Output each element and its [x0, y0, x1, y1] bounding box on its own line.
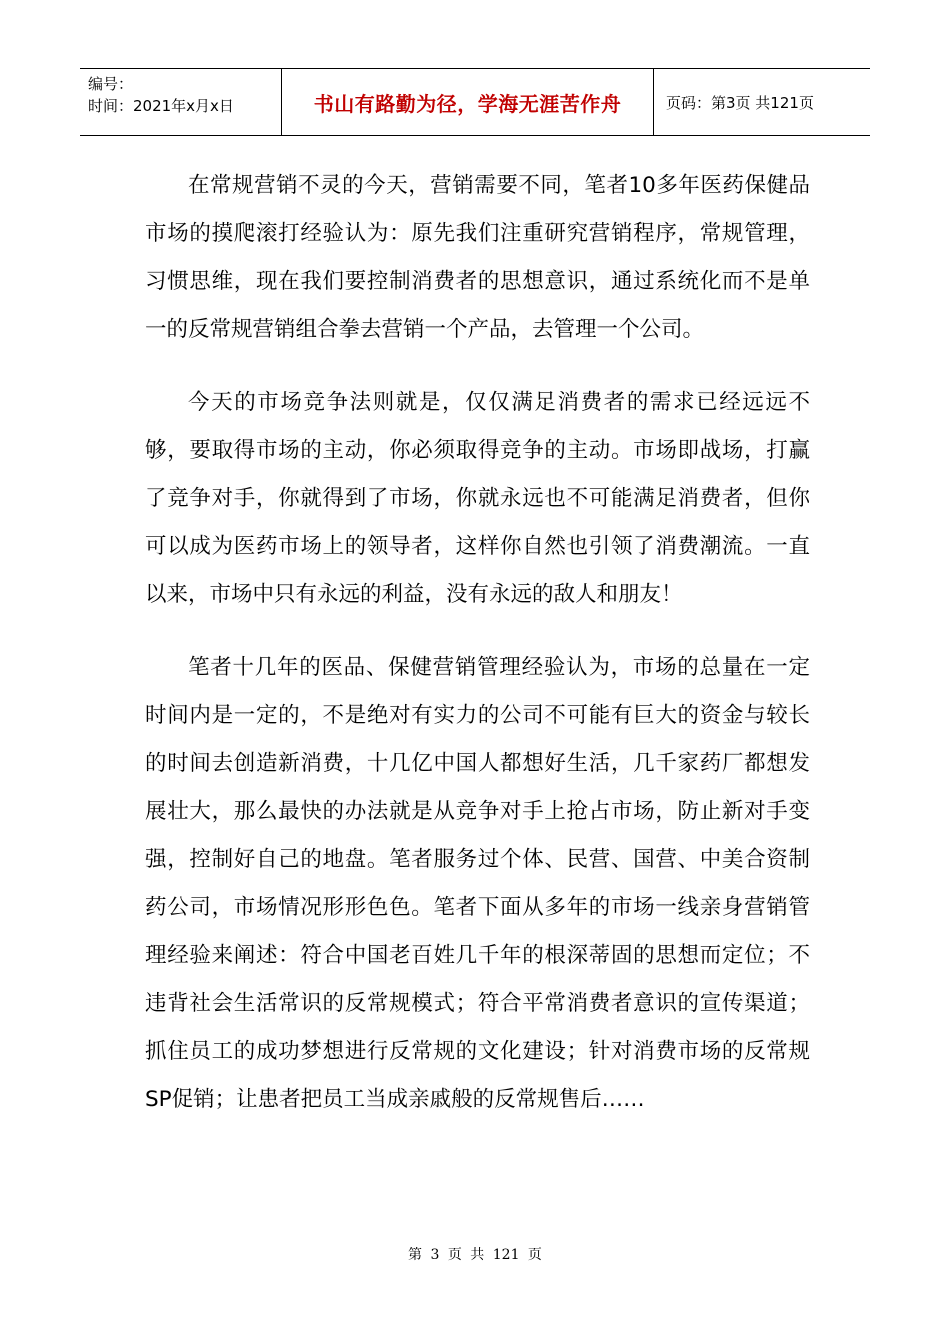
- document-number-label: 编号：: [88, 75, 134, 93]
- document-header: [80, 68, 870, 136]
- paragraph-3: 笔者十几年的医品、保健营销管理经验认为，市场的总量在一定时间内是一定的，不是绝对有实力的公司不可能有巨大的资金与较长的时间去创造新消费，十几亿中国人都想好生活，几千家药厂都想发展壮大，那么最快的办法就是从竞争对手上抢占市场，防止新对手变强，控制好自己的地盘。笔者服务过个体、民营、国营、中美合资制药公司，市场情况形形色色。笔者下面从多年的市场一线亲身营销管理经验来阐述：符合中国老百姓几千年的根深蒂固的思想而定位；不违背社会生活常识的反常规模式；符合平常消费者意识的宣传渠道；抓住员工的成功梦想进行反常规的文化建设；针对消费市场的反常规SP促销；让患者把员工当成亲戚般的反常规售后……: [145, 655, 810, 1112]
- paragraph-2: 今天的市场竞争法则就是，仅仅满足消费者的需求已经远远不够，要取得市场的主动，你必须取得竞争的主动。市场即战场，打赢了竞争对手，你就得到了市场，你就永远也不可能满足消费者，但你可以成为医药市场上的领导者，这样你自然也引领了消费潮流。一直以来，市场中只有永远的利益，没有永远的敌人和朋友！: [145, 390, 810, 607]
- header-page-info: 页码：第3页 共121页: [666, 93, 814, 112]
- header-meta: [80, 69, 282, 135]
- document-body: [145, 162, 810, 1124]
- document-date-label: 时间：2021年x月x日: [88, 97, 234, 115]
- header-motto: 书山有路勤为径，学海无涯苦作舟: [282, 69, 654, 135]
- page-footer: 第 3 页 共 121 页: [408, 1247, 542, 1263]
- paragraph-1: 在常规营销不灵的今天，营销需要不同，笔者10多年医药保健品市场的摸爬滚打经验认为：原先我们注重研究营销程序，常规管理，习惯思维，现在我们要控制消费者的思想意识，通过系统化而不是单一的反常规营销组合拳去营销一个产品，去管理一个公司。: [145, 173, 810, 342]
